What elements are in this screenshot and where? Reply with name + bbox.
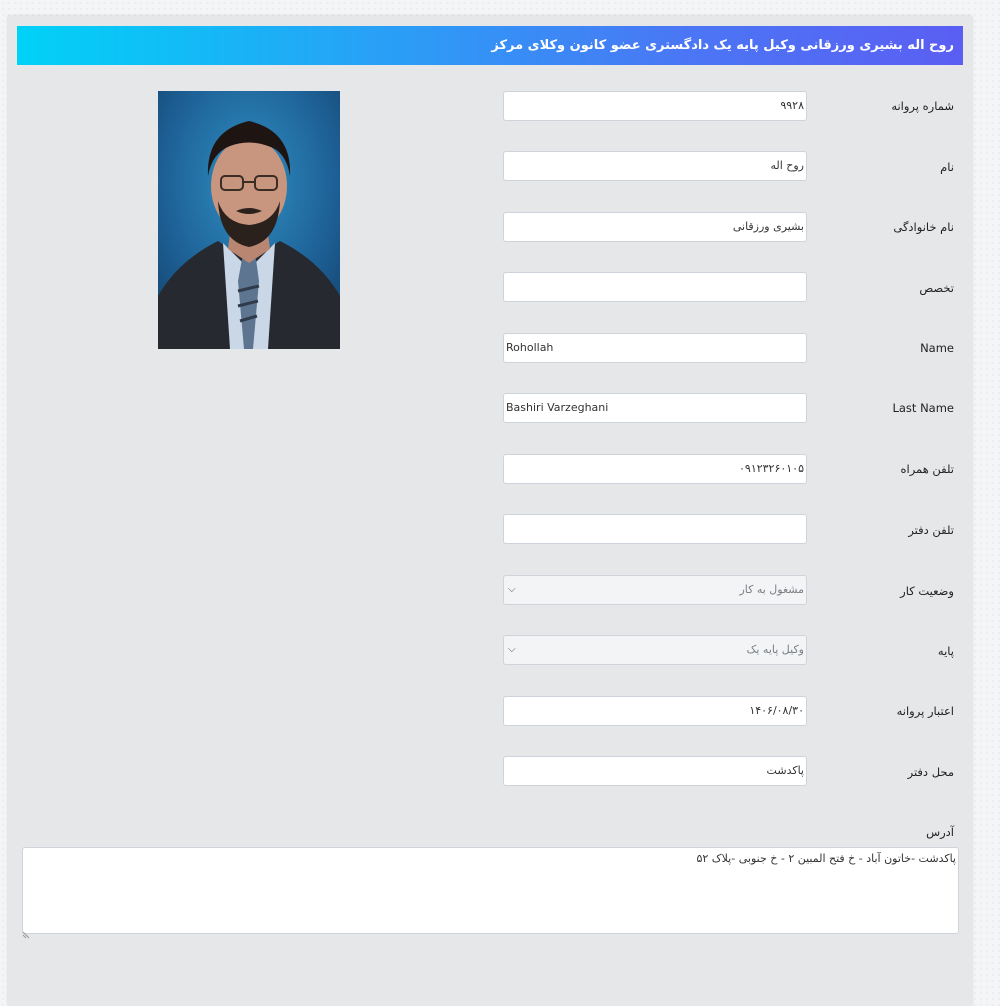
chevron-down-icon: ⌵ [508,644,516,655]
lastname-en-field[interactable]: Bashiri Varzeghani [503,393,807,423]
name-en-label: Name [920,341,954,355]
page-title: روح اله بشیری ورزقانی وکیل پایه یک دادگستری عضو کانون وکلای مرکز [17,26,963,65]
grade-select[interactable] [503,635,807,665]
office-phone-label: تلفن دفتر [908,523,954,537]
mobile-field[interactable]: ۰۹۱۲۳۲۶۰۱۰۵ [503,454,807,484]
grade-value: وکیل پایه یک [746,643,804,656]
lawyer-photo [158,91,340,349]
resize-grip-icon[interactable] [22,924,32,934]
name-en-field[interactable]: Rohollah [503,333,807,363]
license-validity-field[interactable]: ۱۴۰۶/۰۸/۳۰ [503,696,807,726]
license-number-label: شماره پروانه [891,99,954,113]
work-status-value: مشغول به کار [739,583,804,596]
specialty-label: تخصص [919,281,954,295]
first-name-field[interactable]: روح اله [503,151,807,181]
office-location-label: محل دفتر [907,765,954,779]
license-validity-label: اعتبار پروانه [896,704,954,718]
lastname-en-label: Last Name [892,401,954,415]
license-number-field[interactable]: ۹۹۲۸ [503,91,807,121]
lawyer-photo-image [158,91,340,349]
office-location-field[interactable]: پاکدشت [503,756,807,786]
work-status-select[interactable] [503,575,807,605]
office-phone-field[interactable] [503,514,807,544]
specialty-field[interactable] [503,272,807,302]
address-textarea[interactable]: پاکدشت -خاتون آباد - خ فتح المبین ۲ - خ جنوبی -پلاک ۵۲ [22,847,959,934]
work-status-label: وضعیت کار [900,584,954,598]
mobile-label: تلفن همراه [900,462,954,476]
last-name-field[interactable]: بشیری ورزقانی [503,212,807,242]
address-label: آدرس [926,825,954,839]
grade-label: پایه [937,644,954,658]
chevron-down-icon: ⌵ [508,584,516,595]
first-name-label: نام [940,160,954,174]
last-name-label: نام خانوادگی [893,220,954,234]
